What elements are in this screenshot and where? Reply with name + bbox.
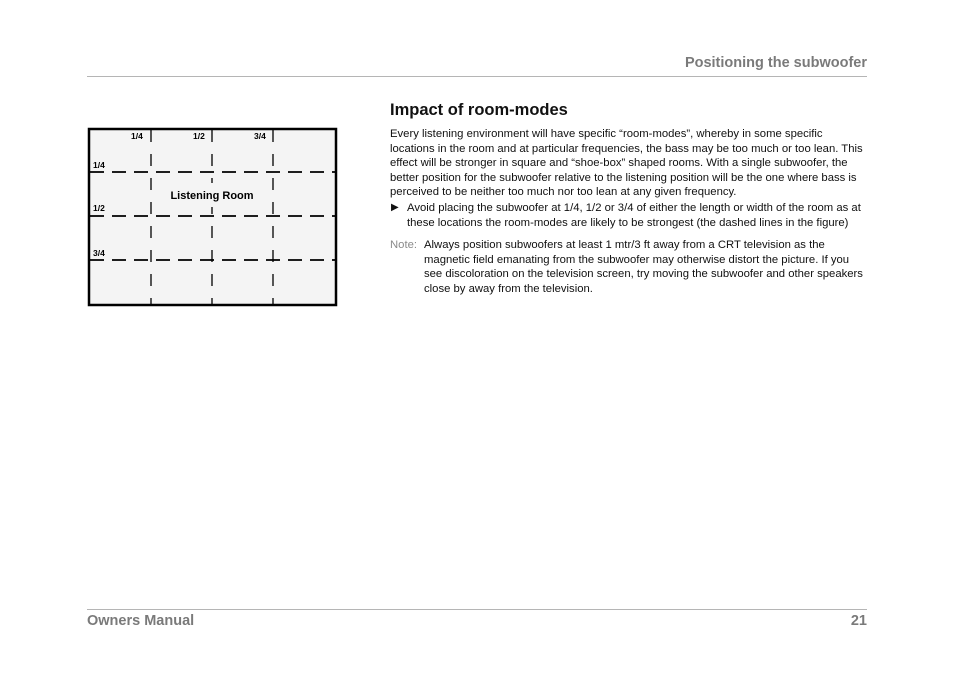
footer-manual-title: Owners Manual bbox=[87, 613, 195, 629]
section-body: Every listening environment will have specific “room-modes”, whereby in some specific locations in the room and at particular frequencies, the bass may be too much or too lean. This effect will be stronger in square and “shoe-box” shaped rooms. With a single subwoofer, the better position for the subwoofer relative to the listening position will be the one where bass is perceived to be neither too much nor too lean at any given frequency. bbox=[390, 128, 863, 199]
row-label-quarter: 1/4 bbox=[93, 160, 105, 170]
row-label-three-quarter: 3/4 bbox=[93, 248, 105, 258]
page-number: 21 bbox=[850, 613, 867, 629]
bullet-item bbox=[390, 201, 870, 230]
bullet-text: Avoid placing the subwoofer at 1/4, 1/2 or 3/4 of either the length or width of the room as at these locations the room-modes are likely to be strongest (the dashed lines in the figure) bbox=[407, 201, 861, 229]
section-content bbox=[390, 100, 870, 297]
note-label: Note: bbox=[390, 239, 418, 252]
header-rule bbox=[87, 76, 867, 77]
room-modes-figure bbox=[87, 127, 339, 308]
col-label-three-quarter: 3/4 bbox=[254, 131, 266, 141]
note-text: Always position subwoofers at least 1 mtr/3 ft away from a CRT television as the magnetic field emanating from the subwoofer may otherwise distort the picture. If you see discoloration on the television screen, try moving the subwoofer and other speakers close by away from the television. bbox=[424, 239, 863, 295]
note-block bbox=[390, 238, 870, 296]
section-heading: Impact of room-modes bbox=[390, 101, 568, 119]
col-label-half: 1/2 bbox=[193, 131, 205, 141]
room-diagram bbox=[87, 127, 339, 308]
col-label-quarter: 1/4 bbox=[131, 131, 143, 141]
triangle-bullet-icon: ▶ bbox=[391, 201, 399, 213]
listening-room-label: Listening Room bbox=[170, 190, 254, 202]
footer-rule bbox=[87, 609, 867, 610]
page-header-title: Positioning the subwoofer bbox=[684, 55, 867, 71]
row-label-half: 1/2 bbox=[93, 203, 105, 213]
